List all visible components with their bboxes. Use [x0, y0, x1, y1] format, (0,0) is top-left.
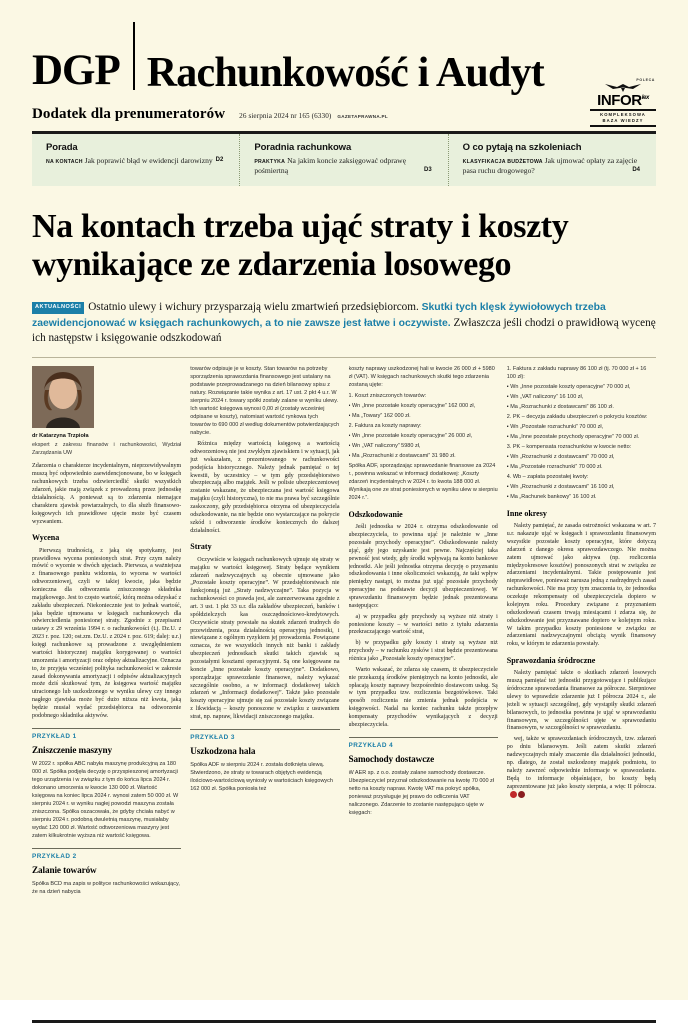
acct-line: 3. PK – kompensata rozrachunków w kwocie netto: [506, 444, 632, 451]
teaser-porada[interactable] [32, 134, 239, 186]
site-url[interactable]: GAZETAPRAWNA.PL [337, 114, 388, 119]
infor-bar-bottom [590, 125, 656, 127]
acct-line: ▪ Ma „Inne pozostałe przychody operacyjne” 70 000 zł. [506, 434, 640, 441]
teaser-body: Jak ujmować opłaty za zajęcie pasa ruchu drogowego? [462, 155, 638, 175]
teaser-text [46, 156, 227, 166]
col4-inne: Należy pamiętać, że zasada ostrożności wskazana w art. 7 u.r. nakazuje ująć w księgach i sprawozdaniu finansowym wszystkie pozostałe koszty operacyjne, które dotyczą zdarzeń z danego okresu sprawozdawczego. Nie można zatem ujmować jako aktywa (np. rozliczenia międzyokresowe kosztów) ponoszonych strat w związku ze zdarzeniami incydentalnymi. Takie postępowanie jest nieprawidłowe, ponieważ narusza jedną z nadrzędnych zasad rachunkowości. Nie ma przy tym znaczenia to, że jednostka oczekuje rekompensaty od ubezpieczyciela dopiero w kolejnym roku. Procedury związane z przyznaniem odszkodowań czasem trwają miesiącami i zdarza się, że odszkodowanie jest przyznawane dopiero w kolejnym roku. W takim przypadku koszty poniesione w związku ze zdarzeniami nadzwyczajnymi obciążą wynik finansowy roku, w którym te zdarzenia powstały. [506, 523, 656, 648]
col3-adf-text: Spółka ADF, sporządzając sprawozdanie finansowe za 2024 r., powinna wskazać w informacji dodatkowej: „Koszty zdarzeń incydentalnych w 2024 r. to kwota 188 000 zł. Wynikają one ze strat poniesionych w wyniku ulew w sierpniu 2024 r.”. [348, 463, 498, 501]
issue-date: 26 sierpnia 2024 nr 165 (6330) [239, 112, 332, 120]
col3-point-b: b) w przypadku gdy koszty i straty są wyższe niż przychody – w rachunku zysków i strat będzie prezentowana różnica jako „Pozostałe koszty operacyjne”. [348, 640, 498, 663]
acct-line: 4. Wb – zapłata pozostałej kwoty: [506, 474, 589, 481]
author-name: dr Katarzyna Trzpioła [32, 433, 89, 440]
teaser-poradnia[interactable] [239, 134, 447, 186]
teaser-title: O co pytają na szkoleniach [462, 141, 582, 153]
heading-straty: Straty [190, 542, 212, 552]
masthead [32, 0, 656, 96]
teaser-strip [32, 134, 656, 186]
avatar [32, 366, 94, 428]
example-1-text: W 2022 r. spółka ABC nabyła maszynę produkcyjną za 180 000 zł. Spółka podjęła decyzję o przyspieszonej amortyzacji tego urządzenia i w związku z tym do końca lipca 2024 r. dokonano umorzenia w kwocie 130 000 zł. Wartość księgowa na koniec lipca 2024 r. wynosi zatem 50 000 zł. W sierpniu 2024 r. w wyniku nagłej powodzi maszyna została zniszczona. Spółka oszacowała, że gdyby chciała nabyć w sierpniu 2024 r. podobną dwuletnią maszynę, musiałaby wydać 120 000 zł. Wartość odtworzeniowa maszyny jest zatem kilkukrotnie wyższa niż wartość księgowa. [32, 760, 179, 839]
teaser-text [463, 156, 644, 177]
heading-sprawozdania: Sprawozdania śródroczne [506, 656, 596, 666]
masthead-divider [133, 22, 135, 90]
example-divider [32, 848, 181, 849]
article-lead [32, 300, 656, 348]
logo-dgp[interactable]: DGP [32, 47, 120, 95]
status-badge: AKTUALNOŚCI [32, 302, 84, 314]
heading-odszkodowanie: Odszkodowanie [348, 509, 403, 519]
col4-accounting-list [507, 366, 656, 502]
col2-roznica: Różnica między wartością księgową a wartością odtworzeniową nie jest zwykłym zjawiskiem i w sytuacji, jak już wskazałam, z prezentowanego w rachunkowości podejścia historycznego. Należy jednak pamiętać o tej kwestii, by uczestnicy – w tym gdy przedsiębiorstwo ubezpieczają albo majątek. Jeśli w polisie ubezpieczeniowej zostanie wskazane, że ubezpieczana jest wartość księgowa majątku (czyli historyczna), to nie ma prawa być szczególnie zaskoczony, gdy przedsiębiorca otrzyma od ubezpieczyciela odszkodowanie, na nie będzie ono wystarczające na pokrycie szkód i odtworzenie środków koniecznych do dalszej działalności. [190, 441, 340, 534]
col4-sprawozdania: Należy pamiętać także o skutkach zdarzeń losowych muszą pamiętać też jednostki przygotowujące i publikujące śródroczne sprawozdania finansowe za półrocze. Sierpniowe ulewy to wprawdzie zdarzenie już I półrocza 2024 r., ale jeżeli w sytuacji szczególnej, gdy wystąpiły skutki zdarzeń bilansowych, to jednostka powinna je ująć w sprawozdaniu finansowym, w szczególności ujęte w sprawozdaniu finansowym, w szczególności w sprawozdaniu. [506, 670, 656, 732]
teaser-kicker: PRAKTYKA [254, 158, 286, 165]
col2-continuation [190, 366, 339, 438]
acct-line: ▪ Wn „Rozrachunki z dostawcami” 70 000 zł, [506, 454, 615, 461]
col3-accounting-list [349, 393, 498, 461]
column-4 [507, 366, 656, 1014]
acct-line: 2. PK – decyzja zakładu ubezpieczeń o pokryciu kosztów: [506, 414, 648, 421]
lead-highlight: Skutki tych klęsk żywiołowych trzeba zaewidencjonować w księgach rachunkowych, a to nie zawsze jest łatwe i oczywiste. [32, 301, 606, 329]
example-3-text: Spółka ADF w sierpniu 2024 r. została dotknięta ulewą. Stwierdzono, że straty w towarach objętych ewidencją ilościowo-wartościową wyniosły w wartościach księgowych 162 000 zł. Spółka poniosła też [190, 762, 333, 793]
teaser-title: Porada [46, 141, 78, 153]
example-1-body [32, 761, 181, 841]
masthead-subrow [32, 77, 656, 124]
acct-line: ▪ Ma „Pozostałe rozrachunki” 70 000 zł. [506, 464, 603, 471]
author-block [32, 366, 181, 457]
col1-wycena: Pierwszą trudnością, z jaką się spotykamy, jest prawidłowa wycena poniesionych strat. Przy czym należy mówić o wycenie w dwóch ujęciach. Pierwsza, a ważniejsza z finansowego punktu widzenia, to wycena w wartości odtworzeniowej, czyli w takiej kwocie, jaka będzie konieczna dla odtworzenia zniszczonego składnika majątkowego. Jest to często wartość, którą można odzyskać z zakładu ubezpieczeń. Niekoniecznie jest to jednak wartość, jaka będzie ujmowana w księgach rachunkowych dla odwierciedlenia poniesionej straty. Zgodnie z przepisami ustawy z 29 września 1994 r. o rachunkowości (t.j. Dz.U. z 2023 r. poz. 120; ost.zm. Dz.U. z 2024 r. poz. 619; dalej: u.r.) księgi rachunkowe są prowadzone z uwzględnieniem wartości historycznej majątku korygowanej o wartości umorzenia i amortyzacji oraz odpisy aktualizacyjne. Oznacza to, że przyjęta wcześniej polityka rachunkowości w zakresie zasad dokonywania amortyzacji i odpisów aktualizacyjnych może dziś skutkować tym, że księgowa wartość majątku utracionego lub uszkodzonego w wyniku ulewy czy innego nagłego zjawiska może być dużo niższa niż kwota, jaką będzie musiał wydać przedsiębiorca na odtworzenie podobnego składnika aktywów. [32, 547, 182, 719]
acct-line: ▪ Ma „Rozrachunki z dostawcami” 86 100 zł. [506, 404, 614, 411]
example-3-label: PRZYKŁAD 3 [190, 733, 235, 741]
example-divider [32, 728, 181, 729]
infor-word-sup: lex [641, 94, 649, 101]
column-3 [349, 366, 498, 1014]
teaser-kicker: KLASYFIKACJA BUDŻETOWA [462, 158, 543, 165]
acct-line: ▪ Wn „VAT naliczony” 5980 zł, [348, 443, 421, 450]
example-divider [190, 729, 339, 730]
teaser-body: Jak poprawić błąd w ewidencji darowizny [84, 155, 213, 165]
col3-top-text: koszty naprawy uszkodzonej hali w kwocie 26 000 zł + 5980 zł (VAT). W księgach rachunkowych skutki tego zdarzenia zostaną ujęte: [348, 366, 495, 389]
acct-line: ▪ Wn „Inne pozostałe koszty operacyjne” 70 000 zł, [506, 384, 631, 391]
infor-wordmark [590, 93, 656, 108]
heading-inne-okresy: Inne okresy [506, 508, 547, 518]
author-role: ekspert z zakresu finansów i rachunkowości, Wydział Zarządzania UW [32, 442, 182, 457]
teaser-page-ref[interactable]: D3 [423, 166, 432, 173]
example-1-label: PRZYKŁAD 1 [32, 732, 77, 740]
example-4-label: PRZYKŁAD 4 [348, 741, 394, 749]
infor-bar-top [590, 109, 656, 111]
supplement-title: Rachunkowość i Audyt [146, 50, 544, 96]
teaser-title: Poradnia rachunkowa [254, 141, 352, 153]
example-divider [349, 737, 498, 738]
teaser-page-ref[interactable]: D4 [632, 166, 640, 173]
infor-tagline-2: BAZA WIEDZY [602, 118, 644, 124]
col4-final-text: wej, także w sprawozdaniach śródrocznych, tzw. zdarzeń po dniu bilansowym. Jeśli zatem skutki zdarzeń nadzwyczajnych miały znaczenie dla działalności jednostki, np. dlatego, że został uszkodzony majątek podmiotu, to należy zawrzeć odpowiednie informacje w sprawozdaniu. Będą to informacje objaśniające, bo koszty będą zaprezentowane już jako koszty sierpnia, a więc II półrocza. [506, 736, 656, 790]
end-mark-icon [510, 791, 517, 798]
col2-straty: Oczywiście w księgach rachunkowych ujmuje się straty w majątku w wartości księgowej. Straty będące wynikiem zdarzeń nadzwyczajnych są obecnie ujmowane jako „Pozostałe koszty operacyjne”. W przedsiębiorstwach nie funkcjonują już „Straty nadzwyczajne”. Taka pozycja w rachunkowości co prawda jest, ale zarezerwowana zgodnie z art. 3 ust. 1 pkt 33 u.r. dla zakładów ubezpieczeń, banków i spółdzielczych kas oszczędnościowo-kredytowych. Oczywiście straty powstałe na skutek zdarzeń trudnych do przewidzenia, poza działalnością operacyjną jednostki, i niewiązane z ogólnym ryzykiem jej prowadzenia. Powiązane oznacza, że we wszystkich innych niż banki i zakłady ubezpieczeń jednostkach skutki takich zjawisk są pozostałymi kosztami operacyjnymi. Są one księgowane na koncie „Inne pozostałe koszty operacyjne”. Dodatkowo, sporządzając sprawozdanie finansowe, należy wykazać szczególnie osobno, a w informacji dodatkowej takich zdarzeń w „Informacji dodatkowej”. Także jako pozostałe koszty operacyjne ujmuje się zaś pozostałe koszty związane z likwidacją – koszty ponoszone w związku z usuwaniem strat, np. napraw, likwidacji zniszczonego majątku. [190, 556, 340, 720]
acct-line: ▪ Ma „Rachunek bankowy” 16 100 zł. [506, 493, 597, 500]
masthead-subtitle: Dodatek dla prenumeratorów [32, 106, 226, 122]
example-2-title: Zalanie towarów [32, 864, 97, 875]
col3-continuation [349, 366, 498, 390]
infor-poleca-label: POLECA [636, 77, 655, 82]
acct-line: ▪ Ma „Towary” 162 000 zł. [348, 413, 411, 420]
acct-line: ▪ Wn „Inne pozostałe koszty operacyjne” 26 000 zł, [348, 433, 473, 440]
acct-line: ▪ Wn „VAT naliczony” 16 100 zł, [506, 394, 584, 401]
col1-intro: Zdarzenia o charakterze incydentalnym, nieprzewidywalnym muszą być odpowiednio zaewidencjonowane, bo w księgach rachunkowych trzeba odzwierciedlić skutki wszystkich zdarzeń, jakie mają związek z prowadzoną przez jednostkę działalnością. A ponieważ są to zdarzenia niemające charakteru zjawisk powtarzalnych, to dla służb finansowo-księgowych ich prawidłowe ujęcie może być czasem wyzwaniem. [32, 463, 182, 525]
example-4-title: Samochody dostawcze [348, 754, 435, 765]
infor-tagline-1: KOMPLEKSOWA [600, 111, 646, 117]
teaser-text [254, 156, 435, 177]
acct-line: 1. Koszt zniszczonych towarów: [348, 393, 427, 400]
column-1 [32, 366, 181, 1014]
author-portrait-icon [32, 366, 94, 428]
article-body [32, 366, 656, 1014]
lead-part-2: Zwłaszcza jeśli chodzi o prawidłową wycenę ich następstw i księgowanie odszkodowań [32, 316, 656, 345]
example-2-body [32, 881, 181, 897]
infor-logo[interactable] [590, 78, 656, 127]
lead-part-1: Ostatnio ulewy i wichury przysparzają wielu zmartwień przedsiębiorcom. [88, 300, 419, 313]
acct-line: ▪ Wn „Inne pozostałe koszty operacyjne” 162 000 zł, [348, 403, 476, 410]
teaser-szkolenia[interactable] [448, 134, 656, 186]
col2-top-text: towarów odpisuje je w koszty. Stan towarów na potrzeby sporządzenia sprawozdania finansowego jest ustalany na podstawie przeprowadzanego na dzień bilansowy spisu z natury. Rozwiązanie takie wynika z art. 17 ust. 2 pkt 4 u.r. W sierpniu 2024 r. towary spółki zostały zalane w wyniku ulewy. Ich wartość księgowa wynosi 0,00 zł (zostały wcześniej odpisane w koszty), natomiast wartość rynkowa tych towarów to 690 000 zł według dokumentów potwierdzających nabycie. [190, 366, 340, 437]
infor-word-text: INFOR [597, 91, 642, 109]
page-title: Na kontach trzeba ująć straty i koszty wynikające ze zdarzenia losowego [32, 207, 569, 283]
example-3-title: Uszkodzona hala [190, 746, 256, 757]
col3-warto: Warto wskazać, że zdarza się czasem, iż ubezpieczyciele nie przekazują środków pieniężnych na konto jednostki, ale opłacają koszty naprawy bezpośrednio dostawcom usług. Są w tym przypadku tzw. rozliczenia bezgotówkowe. Taki sposób rozliczenia nie zmienia jednak podejścia w księgowości. Nadal na koniec rachunku także przepływ kompensaty przychodów wynikających z decyzji ubezpieczyciela. [348, 666, 498, 728]
col3-odszkodowanie: Jeśli jednostka w 2024 r. otrzyma odszkodowanie od ubezpieczyciela, to powinna ująć je należnie w „Inne pozostałe przychody operacyjne”. Odszkodowanie należy ująć, gdy jego uzyskanie jest pewne. Najczęściej taka pewność jest wtedy, gdy środki wpływają na konto bankowe jednostki. Ale jeśli jednostka otrzyma decyzję o przyznaniu odszkodowania i inne okoliczności wskazują, że taki wpływ pieniędzy nastąpi, to można już ująć pozostałe przychody operacyjne na podstawie decyzji ubezpieczeniowej. W sprawozdaniu finansowym będzie jednak prezentowana następująco: [348, 524, 498, 609]
example-4-text: W AER sp. z o.o. zostały zalane samochody dostawcze. Ubezpieczyciel przyznał odszkodowanie na kwotę 70 000 zł netto na koszty napraw. Kwotę VAT ma pokryć spółka, ponieważ przysługuje jej prawo do odliczenia VAT naliczonego. Zdarzenie to zostanie następująco ujęte w księgach: [348, 770, 495, 816]
teaser-kicker: NA KONTACH [46, 158, 83, 165]
heading-wycena: Wycena [32, 533, 60, 543]
example-3-body [190, 762, 339, 794]
example-2-label: PRZYKŁAD 2 [32, 852, 77, 860]
teaser-body: Na jakim koncie zaksięgować odprawę pośmiertną [254, 155, 406, 175]
end-mark-secondary-icon [518, 791, 525, 798]
example-2-text: Spółka BCD ma zapis w polityce rachunkowości wskazujący, że na dzień nabycia [32, 880, 180, 895]
col3-adf-note [349, 463, 498, 503]
acct-line: ▪ Ma „Rozrachunki z dostawcami” 31 980 zł. [348, 453, 456, 460]
acct-line: ▪ Wn „Rozrachunki z dostawcami” 16 100 zł, [506, 484, 615, 490]
col4-final [507, 736, 656, 801]
lead-rule [32, 357, 656, 358]
acct-line: 2. Faktura za koszty naprawy: [348, 423, 422, 430]
acct-line: 1. Faktura z zakładu naprawy 86 100 zł (tj. 70 000 zł + 16 100 zł): [506, 366, 647, 381]
acct-line: ▪ Wn „Pozostałe rozrachunki” 70 000 zł, [506, 424, 604, 431]
teaser-page-ref[interactable]: D2 [215, 156, 224, 163]
example-4-body [349, 770, 498, 818]
col3-point-a: a) w przypadku gdy przychody są wyższe niż straty i poniesione koszty – w wartości netto z tytułu zdarzenia przekraczającego wartość strat, [348, 613, 498, 636]
example-1-title: Zniszczenie maszyny [32, 744, 113, 755]
column-2 [190, 366, 339, 1014]
